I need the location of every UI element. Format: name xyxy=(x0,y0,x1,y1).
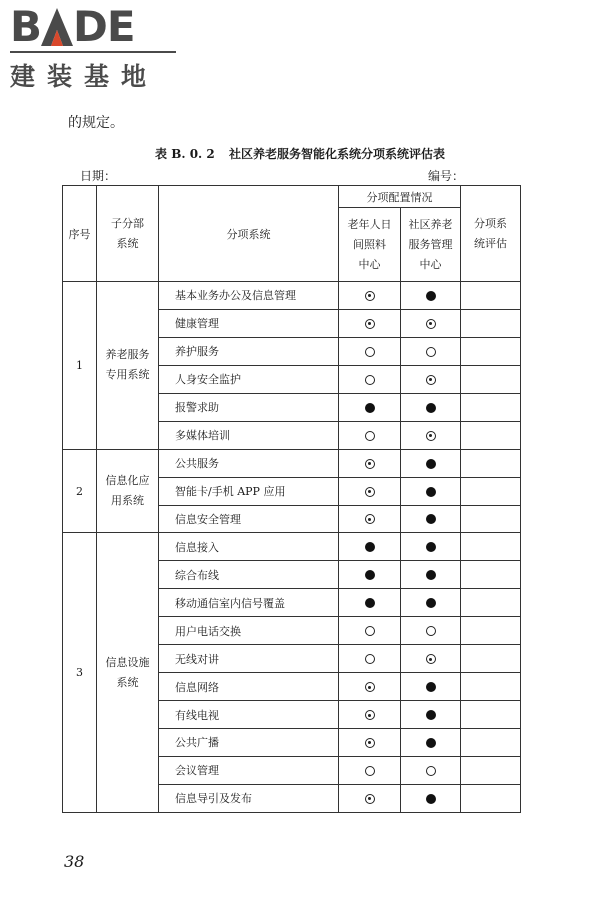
header-config: 分项配置情况 xyxy=(339,186,461,208)
row-config-a xyxy=(339,673,401,701)
row-subsystem-line: 信息设施 xyxy=(105,655,150,669)
dotted-circle-icon xyxy=(365,291,375,301)
header-seq xyxy=(63,186,97,282)
header-config-b-line: 服务管理 xyxy=(408,237,453,251)
solid-circle-icon xyxy=(426,542,436,552)
dotted-circle-icon xyxy=(426,319,436,329)
solid-circle-icon xyxy=(426,403,436,413)
intro-text: 的规定。 xyxy=(68,115,124,131)
solid-circle-icon xyxy=(426,738,436,748)
row-evaluation xyxy=(461,701,521,729)
row-evaluation xyxy=(461,589,521,617)
row-item-name: 基本业务办公及信息管理 xyxy=(159,282,339,310)
row-subsystem xyxy=(97,282,159,450)
header-subsystem xyxy=(97,186,159,282)
header-subsystem-line: 子分部 xyxy=(111,216,144,230)
table-header xyxy=(63,186,521,282)
header-config-a xyxy=(339,208,401,282)
row-config-a xyxy=(339,561,401,589)
row-evaluation xyxy=(461,561,521,589)
row-item-name: 人身安全监护 xyxy=(159,365,339,393)
header-config-a-line: 老年人日 xyxy=(347,217,392,231)
hollow-circle-icon xyxy=(365,347,375,357)
dotted-circle-icon xyxy=(365,738,375,748)
solid-circle-icon xyxy=(426,514,436,524)
table-row xyxy=(63,282,521,310)
solid-circle-icon xyxy=(365,403,375,413)
row-subsystem-line: 系统 xyxy=(116,675,139,689)
row-config-a xyxy=(339,365,401,393)
dotted-circle-icon xyxy=(365,710,375,720)
row-evaluation xyxy=(461,309,521,337)
row-config-a xyxy=(339,337,401,365)
row-config-b xyxy=(401,309,461,337)
row-evaluation xyxy=(461,421,521,449)
row-evaluation xyxy=(461,337,521,365)
row-subsystem xyxy=(97,449,159,533)
row-config-a xyxy=(339,533,401,561)
hollow-circle-icon xyxy=(426,626,436,636)
row-config-b xyxy=(401,756,461,784)
row-item-name: 信息接入 xyxy=(159,533,339,561)
row-config-a xyxy=(339,393,401,421)
row-evaluation xyxy=(461,477,521,505)
row-item-name: 健康管理 xyxy=(159,309,339,337)
dotted-circle-icon xyxy=(365,682,375,692)
row-evaluation xyxy=(461,617,521,645)
row-item-name: 报警求助 xyxy=(159,393,339,421)
logo-rule xyxy=(10,51,176,53)
row-config-b xyxy=(401,673,461,701)
solid-circle-icon xyxy=(426,291,436,301)
logo-wordmark xyxy=(10,4,185,50)
hollow-circle-icon xyxy=(365,626,375,636)
header-evaluation-line: 统评估 xyxy=(474,236,507,250)
row-evaluation xyxy=(461,784,521,812)
row-item-name: 公共服务 xyxy=(159,449,339,477)
page-number: 38 xyxy=(64,852,85,871)
header-item xyxy=(159,186,339,282)
header-config-b xyxy=(401,208,461,282)
row-config-a xyxy=(339,645,401,673)
number-label: 编号： xyxy=(428,169,465,183)
dotted-circle-icon xyxy=(426,431,436,441)
row-config-b xyxy=(401,784,461,812)
row-seq: 2 xyxy=(63,449,97,533)
row-item-name: 信息导引及发布 xyxy=(159,784,339,812)
solid-circle-icon xyxy=(426,570,436,580)
row-config-a xyxy=(339,505,401,533)
row-evaluation xyxy=(461,365,521,393)
row-item-name: 信息网络 xyxy=(159,673,339,701)
row-item-name: 养护服务 xyxy=(159,337,339,365)
dotted-circle-icon xyxy=(365,487,375,497)
table-caption xyxy=(0,145,600,162)
row-item-name: 会议管理 xyxy=(159,756,339,784)
header-evaluation xyxy=(461,186,521,282)
solid-circle-icon xyxy=(426,487,436,497)
row-evaluation xyxy=(461,505,521,533)
row-config-b xyxy=(401,421,461,449)
table-caption-title: 社区养老服务智能化系统分项系统评估表 xyxy=(228,147,445,161)
row-config-b xyxy=(401,533,461,561)
logo-tagline: 建装基地 xyxy=(10,62,159,91)
logo-letter-b: B xyxy=(10,2,42,51)
row-subsystem-line: 专用系统 xyxy=(105,368,150,382)
dotted-circle-icon xyxy=(365,514,375,524)
row-config-a xyxy=(339,282,401,310)
row-config-b xyxy=(401,337,461,365)
row-config-b xyxy=(401,449,461,477)
header-evaluation-line: 分项系 xyxy=(474,216,507,230)
hollow-circle-icon xyxy=(426,766,436,776)
row-config-a xyxy=(339,701,401,729)
table-row xyxy=(63,449,521,477)
dotted-circle-icon xyxy=(365,459,375,469)
row-config-a xyxy=(339,729,401,757)
solid-circle-icon xyxy=(426,682,436,692)
row-config-a xyxy=(339,477,401,505)
hollow-circle-icon xyxy=(365,654,375,664)
header-config-a-line: 中心 xyxy=(358,257,381,271)
dotted-circle-icon xyxy=(426,654,436,664)
table-caption-id: 表 B. 0. 2 xyxy=(155,147,215,161)
row-evaluation xyxy=(461,645,521,673)
row-config-b xyxy=(401,617,461,645)
row-item-name: 多媒体培训 xyxy=(159,421,339,449)
header-subsystem-line: 系统 xyxy=(116,236,139,250)
row-item-name: 信息安全管理 xyxy=(159,505,339,533)
hollow-circle-icon xyxy=(365,431,375,441)
header-item-line: 分项系统 xyxy=(226,227,271,241)
header-config-b-line: 社区养老 xyxy=(408,217,453,231)
row-config-b xyxy=(401,393,461,421)
row-config-a xyxy=(339,421,401,449)
row-config-b xyxy=(401,701,461,729)
hollow-circle-icon xyxy=(365,766,375,776)
row-evaluation xyxy=(461,393,521,421)
header-config-a-line: 间照料 xyxy=(353,237,386,251)
row-item-name: 移动通信室内信号覆盖 xyxy=(159,589,339,617)
row-item-name: 综合布线 xyxy=(159,561,339,589)
row-config-b xyxy=(401,282,461,310)
hollow-circle-icon xyxy=(426,347,436,357)
row-config-b xyxy=(401,589,461,617)
header-row xyxy=(63,186,521,208)
solid-circle-icon xyxy=(426,794,436,804)
solid-circle-icon xyxy=(365,598,375,608)
evaluation-table xyxy=(62,185,521,813)
row-config-b xyxy=(401,477,461,505)
row-config-b xyxy=(401,561,461,589)
logo xyxy=(10,4,185,96)
row-config-b xyxy=(401,729,461,757)
row-seq: 1 xyxy=(63,282,97,450)
row-config-a xyxy=(339,617,401,645)
solid-circle-icon xyxy=(365,570,375,580)
row-evaluation xyxy=(461,449,521,477)
header-seq-line: 序号 xyxy=(68,227,91,241)
row-subsystem-line: 信息化应 xyxy=(105,474,150,488)
solid-circle-icon xyxy=(426,459,436,469)
row-evaluation xyxy=(461,756,521,784)
dotted-circle-icon xyxy=(365,794,375,804)
row-config-b xyxy=(401,645,461,673)
row-subsystem xyxy=(97,533,159,812)
logo-letters-de: DE xyxy=(73,2,135,51)
solid-circle-icon xyxy=(365,542,375,552)
row-item-name: 智能卡/手机 APP 应用 xyxy=(159,477,339,505)
row-item-name: 有线电视 xyxy=(159,701,339,729)
row-evaluation xyxy=(461,282,521,310)
row-subsystem-line: 养老服务 xyxy=(105,348,150,362)
solid-circle-icon xyxy=(426,598,436,608)
solid-circle-icon xyxy=(426,710,436,720)
row-subsystem-line: 用系统 xyxy=(111,494,144,508)
table-row xyxy=(63,533,521,561)
row-config-b xyxy=(401,365,461,393)
row-item-name: 无线对讲 xyxy=(159,645,339,673)
row-config-a xyxy=(339,309,401,337)
row-config-a xyxy=(339,784,401,812)
table-body xyxy=(63,282,521,813)
header-config-b-line: 中心 xyxy=(419,257,442,271)
row-config-a xyxy=(339,589,401,617)
row-config-b xyxy=(401,505,461,533)
row-evaluation xyxy=(461,729,521,757)
row-item-name: 公共广播 xyxy=(159,729,339,757)
hollow-circle-icon xyxy=(365,375,375,385)
row-config-a xyxy=(339,756,401,784)
date-label: 日期： xyxy=(80,169,117,183)
row-evaluation xyxy=(461,533,521,561)
logo-a-mark xyxy=(41,4,73,50)
row-seq: 3 xyxy=(63,533,97,812)
row-evaluation xyxy=(461,673,521,701)
dotted-circle-icon xyxy=(365,319,375,329)
row-item-name: 用户电话交换 xyxy=(159,617,339,645)
dotted-circle-icon xyxy=(426,375,436,385)
row-config-a xyxy=(339,449,401,477)
